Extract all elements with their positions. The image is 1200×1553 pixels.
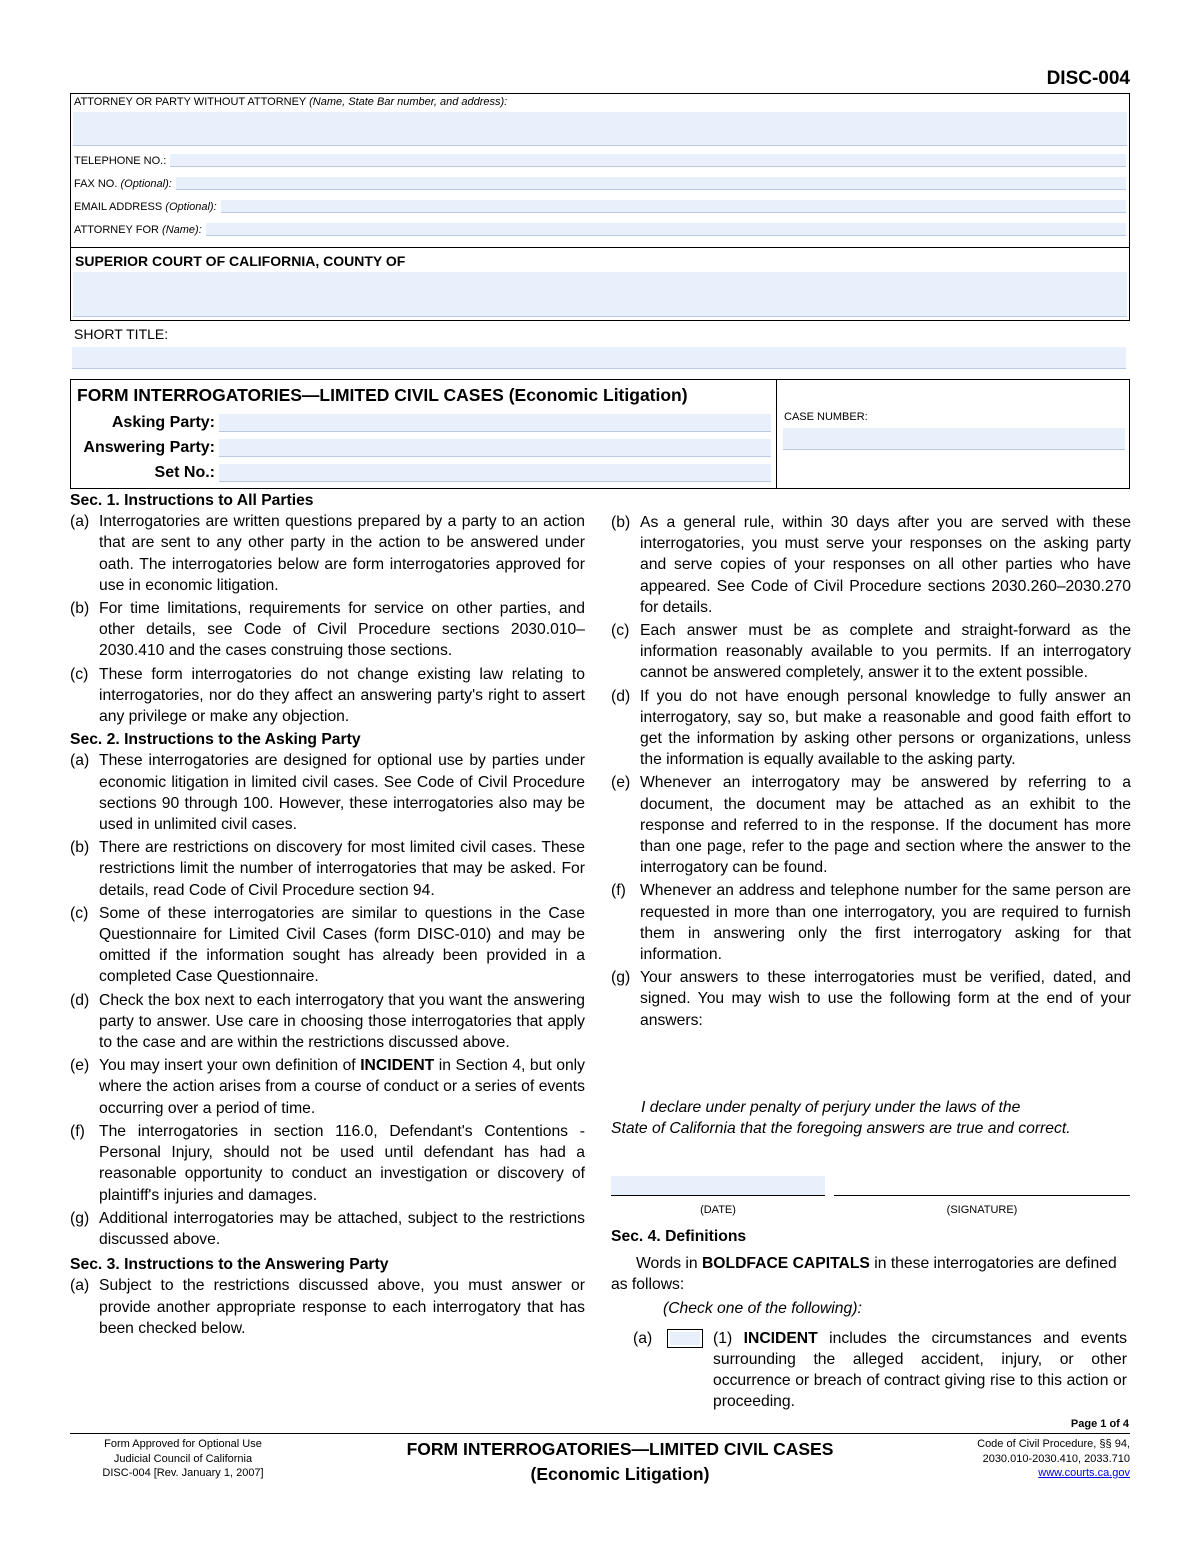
footer-rule [70, 1433, 1130, 1434]
declaration-line-1: I declare under penalty of perjury under the laws of the [641, 1099, 1021, 1116]
court-block [70, 247, 1130, 321]
declaration-line-2: State of California that the foregoing answers are true and correct. [611, 1120, 1071, 1138]
form-id: DISC-004 [1046, 68, 1130, 89]
attorney-for-row [74, 222, 1126, 236]
sec1-item-b: (b) For time limitations, requirements for service on other parties, and other details, see Code of Civil Procedure sections 2030.010–2030.410 and the cases construing those sections. [70, 600, 585, 660]
sec3-item-c: (c) Each answer must be as complete and straight-forward as the information reasonably available to you permits. If an interrogatory cannot be answered completely, answer it to the extent possible. [611, 622, 1131, 682]
sec4-check-note: (Check one of the following): [663, 1299, 862, 1317]
sec1-item-a: (a) Interrogatories are written questions prepared by a party to an action that are sent to any other party in the action to be answered under oath. The interrogatories below are form interrogatories approved for use in economic litigation. [70, 513, 585, 594]
answering-party-label: Answering Party: [83, 439, 215, 456]
sec3-heading: Sec. 3. Instructions to the Answering Party [70, 1256, 389, 1274]
sec2-heading: Sec. 2. Instructions to the Asking Party [70, 731, 361, 749]
attorney-heading-label: ATTORNEY OR PARTY WITHOUT ATTORNEY [74, 96, 307, 108]
telephone-label: TELEPHONE NO.: [74, 155, 167, 167]
footer-citation: Code of Civil Procedure, §§ 94, 2030.010-2030.410, 2033.710 www.courts.ca.gov [977, 1438, 1130, 1479]
sec4-item-a-text: (1) INCIDENT includes the circumstances and events surrounding the alleged accident, injury, or other occurrence or breach of contract giving rise to this action or proceeding. [713, 1329, 1127, 1411]
attorney-heading [74, 96, 507, 108]
incident-checkbox[interactable] [667, 1329, 703, 1348]
form-title: FORM INTERROGATORIES—LIMITED CIVIL CASES (Economic Litigation) [77, 385, 688, 405]
set-no-label: Set No.: [154, 464, 215, 481]
answering-party-row [73, 438, 771, 458]
asking-party-field[interactable] [219, 414, 771, 432]
instructions-left-column [70, 490, 585, 1339]
footer-title: FORM INTERROGATORIES—LIMITED CIVIL CASES (Economic Litigation) [406, 1439, 834, 1484]
fax-row [74, 176, 1126, 190]
attorney-heading-note: (Name, State Bar number, and address): [309, 96, 508, 108]
declaration-date-field[interactable] [611, 1176, 825, 1196]
sec2-item-b: (b) There are restrictions on discovery for most limited civil cases. These restrictions limit the number of interrogatories that may be asked. For details, read Code of Civil Procedure section 94. [70, 839, 585, 899]
sec2-item-f: (f) The interrogatories in section 116.0, Defendant's Contentions - Personal Injury, should not be used until defendant has had a reasonable opportunity to conduct an investigation or discovery of plaintiff's injuries and damages. [70, 1122, 585, 1204]
fax-field[interactable] [176, 177, 1126, 190]
instructions-right-column [611, 512, 1131, 1031]
sec2-item-c: (c) Some of these interrogatories are similar to questions in the Case Questionnaire for Limited Civil Cases (form DISC-010) and may be omitted if the information sought has already been provided in a completed Case Questionnaire. [70, 904, 585, 986]
asking-party-label: Asking Party: [111, 414, 215, 431]
signature-line[interactable] [834, 1195, 1130, 1196]
sec1-item-c: (c) These form interrogatories do not change existing law relating to interrogatories, nor do they affect an answering party's right to assert any privilege or make any objection. [70, 665, 585, 726]
case-number-field[interactable] [783, 428, 1125, 450]
footer-approval: Form Approved for Optional Use Judicial Council of California DISC-004 [Rev. January 1, 2007] [102, 1438, 264, 1479]
sec3-item-a: (a) Subject to the restrictions discussed above, you must answer or provide another appropriate response to each interrogatory that has been checked below. [70, 1277, 585, 1337]
email-field[interactable] [221, 200, 1126, 213]
telephone-row [74, 153, 1126, 167]
email-row [74, 199, 1126, 213]
caption-box [70, 379, 1130, 489]
short-title-field[interactable] [72, 347, 1126, 369]
sec1-heading: Sec. 1. Instructions to All Parties [70, 492, 314, 509]
short-title-label: SHORT TITLE: [74, 326, 169, 342]
attorney-for-label: ATTORNEY FOR (Name): [74, 224, 202, 236]
attorney-for-field[interactable] [206, 223, 1126, 236]
sec3-item-e: (e) Whenever an interrogatory may be answered by referring to a document, the document may be attached as an exhibit to the response and referred to in the response. If the document has more than one page, refer to the page and section where the answer to the interrogatory can be found. [611, 774, 1131, 877]
sec3-item-g: (g) Your answers to these interrogatories must be verified, dated, and signed. You may wish to use the following form at the end of your answers: [611, 969, 1131, 1029]
sec2-item-a: (a) These interrogatories are designed for optional use by parties under economic litigation in limited civil cases. See Code of Civil Procedure sections 90 through 100. However, these interrogatories also may be used in unlimited civil cases. [70, 752, 585, 834]
sec4-definitions [611, 1226, 1131, 1413]
attorney-block [70, 93, 1130, 248]
page-number: Page 1 of 4 [1070, 1418, 1129, 1430]
sec2-item-d: (d) Check the box next to each interrogatory that you want the answering party to answer. Use care in choosing those interrogatories that apply to the case and are within the restrictions discussed above. [70, 991, 585, 1052]
sec3-item-b: (b) As a general rule, within 30 days after you are served with these interrogatories, you must serve your responses on the asking party and serve copies of your responses on all other parties who have appeared. See Code of Civil Procedure sections 2030.260–2030.270 for details. [611, 514, 1131, 616]
courts-website-link[interactable]: www.courts.ca.gov [1038, 1467, 1130, 1479]
sec4-item-a-letter: (a) [633, 1329, 653, 1347]
sec2-item-g: (g) Additional interrogatories may be attached, subject to the restrictions discussed above. [70, 1209, 585, 1248]
asking-party-row [73, 413, 771, 433]
set-no-field[interactable] [219, 464, 771, 482]
set-no-row [73, 463, 771, 483]
sec4-intro: Words in BOLDFACE CAPITALS in these interrogatories are defined as follows: [611, 1255, 1117, 1294]
sec4-heading: Sec. 4. Definitions [611, 1228, 747, 1245]
email-label: EMAIL ADDRESS (Optional): [74, 201, 217, 213]
date-label: (DATE) [700, 1204, 736, 1216]
answering-party-field[interactable] [219, 439, 771, 457]
sec4-item-a [611, 1328, 1131, 1413]
sec3-item-d: (d) If you do not have enough personal knowledge to fully answer an interrogatory, say so, but make a reasonable and good faith effort to get the information by asking other persons or organizations, unless the information is equally available to the asking party. [611, 687, 1131, 769]
fax-label: FAX NO. (Optional): [74, 178, 172, 190]
court-title: SUPERIOR COURT OF CALIFORNIA, COUNTY OF [75, 253, 406, 269]
case-number-label: CASE NUMBER: [784, 411, 868, 423]
telephone-field[interactable] [170, 154, 1126, 167]
caption-divider [776, 380, 777, 488]
signature-label: (SIGNATURE) [946, 1204, 1018, 1216]
sec3-item-f: (f) Whenever an address and telephone number for the same person are requested in more than one interrogatory, you are required to furnish them in answering only the first interrogatory asking for that information. [611, 882, 1131, 964]
court-county-field[interactable] [73, 272, 1127, 317]
sec2-item-e: (e) You may insert your own definition of INCIDENT in Section 4, but only where the action arises from a course of conduct or a series of events occurring over a period of time. [70, 1057, 586, 1117]
attorney-name-address-field[interactable] [73, 112, 1127, 146]
verification-declaration [611, 1097, 1116, 1139]
